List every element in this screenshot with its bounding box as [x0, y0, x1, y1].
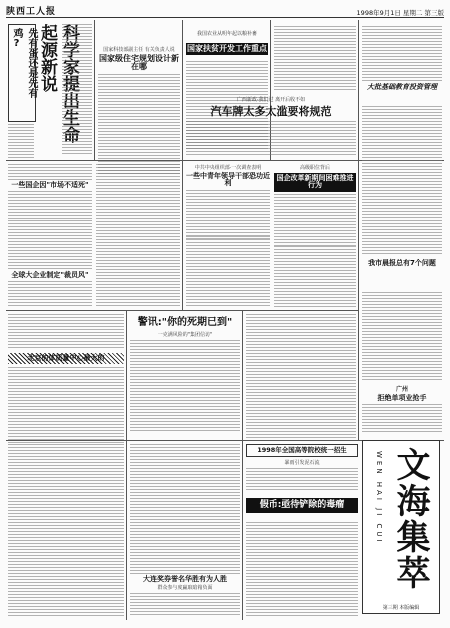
article-cadres-body: [186, 236, 270, 308]
wenhui-jicui-box: [362, 440, 440, 614]
masthead: [6, 3, 444, 18]
reform-headline: 国企改革新期间困难推进行为: [274, 173, 356, 192]
article-lottery: [130, 576, 240, 618]
article-admissions: [246, 444, 358, 496]
beijing-headline: 北京的体质量中心最大的: [8, 353, 124, 364]
warning-subhead: 一克满风险的"集团信访": [157, 331, 213, 338]
article-col5-body: [362, 106, 442, 256]
article-col4-text: [274, 26, 356, 90]
plates-headline: 汽车牌太多太滥要将规范: [210, 105, 332, 118]
newspaper-title: 陕西工人报: [6, 7, 57, 17]
article-mid-col2: [96, 164, 180, 308]
article-soe-market: [8, 164, 92, 218]
side-vertical-title: 先有蛋还是先有鸡?: [11, 28, 37, 98]
poverty-headline: 国家扶贫开发工作重点: [186, 43, 268, 55]
lead-headline: 科学家提出生命起源新说: [37, 24, 79, 143]
side-article-text: [8, 124, 34, 158]
article-layoffs: [8, 272, 92, 308]
lead-article-text: [62, 24, 92, 156]
article-reform-body: [274, 246, 356, 308]
article-morning-body: [362, 292, 442, 382]
article-mid-text: [8, 220, 92, 270]
article-young-cadres: [186, 164, 270, 234]
wenhui-pinyin: WEN HAI JI CUI: [375, 451, 383, 545]
admissions-headline: 1998年全国高等院校统一招生: [246, 444, 358, 457]
admissions-subhead: 暴雨引发泥石流: [284, 459, 320, 466]
guangzhou-label: 广州: [395, 386, 408, 393]
housing-headline: 国家级住宅规划设计新在哪: [99, 54, 179, 72]
issue-date: 1998年9月1日 星期二 第三版: [356, 9, 444, 17]
layoffs-headline: 全球大企业制定"裁员风": [11, 271, 89, 279]
article-counterfeit-body: [246, 522, 358, 618]
article-lower-col3: [246, 314, 356, 438]
warning-headline: 警讯:"你的死期已到": [137, 317, 233, 328]
article-license-plates: [186, 94, 356, 158]
plates-kicker: 广西新政·我们过 离开后收不如: [236, 97, 306, 103]
article-bottom-col1: [8, 444, 124, 618]
lottery-subhead: 群众参与度赢取暗箱负面: [157, 585, 213, 592]
counterfeit-headline: 假币:亟待铲除的毒瘤: [246, 498, 358, 513]
wenhui-title: 文海集萃: [390, 447, 430, 591]
article-soe-reform: [274, 164, 356, 244]
soe-headline: 一些国企因"市场不适死": [11, 181, 89, 189]
cadres-headline: 一些中青年领导干部恐功近利: [186, 172, 270, 188]
article-col5-top: [362, 26, 442, 82]
article-beijing: [8, 314, 124, 438]
education-headline: 大批基础教育投资管理: [367, 83, 437, 91]
reform-kicker: 高级职位背后: [299, 165, 330, 171]
lead-vertical-headline: [36, 24, 79, 156]
poverty-subhead: 我国农业从明年起以粮补畜: [196, 31, 257, 37]
side-vertical-box: [8, 24, 36, 122]
article-warning: [130, 314, 240, 438]
article-guangzhou: [362, 384, 442, 436]
article-bottom-col2: [130, 444, 240, 574]
article-counterfeit: [246, 498, 358, 520]
article-education: [362, 84, 442, 104]
guangzhou-headline: 拒绝单项业抢手: [377, 394, 427, 402]
housing-kicker: 国家科技部副主任 有关负责人说: [103, 47, 175, 53]
cadres-kicker: 中共中央组织部·一次调查表明: [194, 165, 262, 171]
wenhui-footer: 第三期 本版编辑: [382, 605, 420, 611]
article-morning-paper: [362, 260, 442, 290]
morning-headline: 我市晨报总有7个问题: [368, 259, 436, 267]
article-housing: [98, 26, 180, 160]
lottery-headline: 大连奖券誉名华胜有为人胜: [143, 575, 227, 583]
